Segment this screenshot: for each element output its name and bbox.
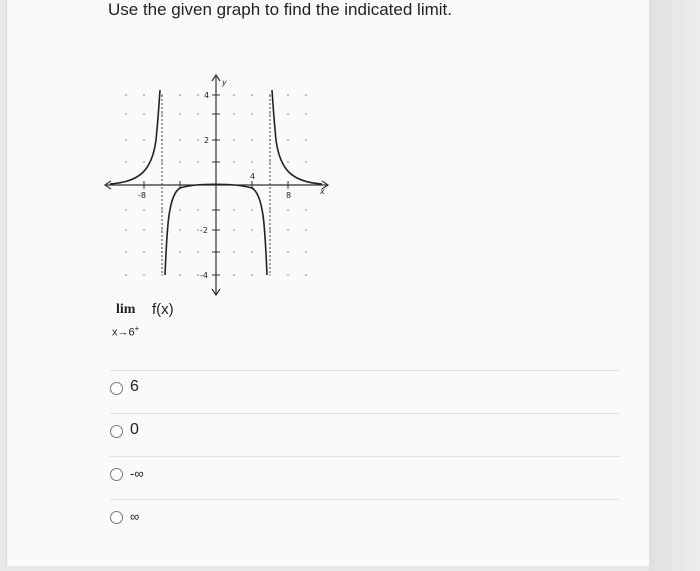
grid-dot bbox=[143, 274, 145, 276]
grid-dot bbox=[269, 209, 271, 211]
grid-dot bbox=[125, 161, 127, 163]
grid-dot bbox=[251, 139, 253, 141]
grid-dot bbox=[251, 113, 253, 115]
grid-dot bbox=[161, 229, 163, 231]
grid-dot bbox=[305, 113, 307, 115]
grid-dot bbox=[179, 94, 181, 96]
radio-button[interactable] bbox=[110, 511, 123, 524]
grid-dot bbox=[197, 251, 199, 253]
grid-dot bbox=[233, 161, 235, 163]
x-tick-label: 8 bbox=[286, 191, 292, 200]
option-0[interactable] bbox=[110, 413, 620, 456]
grid-dot bbox=[125, 94, 127, 96]
question-text: Use the given graph to find the indicated limit. bbox=[108, 0, 452, 19]
grid-dot bbox=[269, 229, 271, 231]
grid-dot bbox=[179, 229, 181, 231]
limit-approach: x→6+ bbox=[112, 324, 140, 339]
grid-dot bbox=[287, 209, 289, 211]
grid-dot bbox=[251, 161, 253, 163]
grid-dot bbox=[287, 94, 289, 96]
grid-dot bbox=[233, 274, 235, 276]
grid-dot bbox=[197, 209, 199, 211]
grid-dot bbox=[251, 251, 253, 253]
grid-dot bbox=[305, 209, 307, 211]
x-tick-label: -8 bbox=[138, 191, 146, 200]
grid-dot bbox=[179, 113, 181, 115]
grid-dot bbox=[125, 274, 127, 276]
option-infinity[interactable] bbox=[110, 499, 620, 542]
option-label: ∞ bbox=[130, 509, 140, 524]
grid-dot bbox=[269, 161, 271, 163]
grid-dot bbox=[143, 229, 145, 231]
answer-options bbox=[110, 370, 620, 542]
grid-dot bbox=[233, 113, 235, 115]
grid-dot bbox=[143, 113, 145, 115]
grid-dot bbox=[197, 94, 199, 96]
y-tick-label: 4 bbox=[204, 91, 210, 100]
grid-dot bbox=[161, 209, 163, 211]
y-tick-label: -4 bbox=[200, 271, 208, 280]
grid-dot bbox=[143, 251, 145, 253]
grid-dot bbox=[233, 229, 235, 231]
radio-button[interactable] bbox=[110, 425, 123, 438]
option-6[interactable] bbox=[110, 370, 620, 413]
grid-dot bbox=[305, 94, 307, 96]
grid-dot bbox=[179, 251, 181, 253]
option-negative-infinity[interactable] bbox=[110, 456, 620, 499]
grid-dot bbox=[179, 161, 181, 163]
limit-function: f(x) bbox=[152, 301, 174, 318]
grid-dot bbox=[251, 274, 253, 276]
grid-dot bbox=[233, 209, 235, 211]
page-edge bbox=[649, 0, 700, 571]
option-label: 0 bbox=[130, 421, 139, 438]
radio-button[interactable] bbox=[110, 468, 123, 481]
grid-dot bbox=[143, 94, 145, 96]
grid-dot bbox=[161, 161, 163, 163]
x-axis-label: x bbox=[320, 187, 325, 196]
grid-dot bbox=[125, 139, 127, 141]
grid-dot bbox=[197, 139, 199, 141]
grid-dot bbox=[251, 209, 253, 211]
grid-dot bbox=[125, 251, 127, 253]
grid-dot bbox=[305, 251, 307, 253]
grid-dot bbox=[179, 274, 181, 276]
grid-dot bbox=[143, 161, 145, 163]
grid-dot bbox=[305, 161, 307, 163]
limit-lim: lim bbox=[116, 302, 136, 317]
grid-dot bbox=[251, 229, 253, 231]
grid-dot bbox=[251, 94, 253, 96]
function-graph bbox=[100, 70, 340, 300]
grid-dot bbox=[287, 274, 289, 276]
y-axis-label: y bbox=[222, 78, 227, 87]
curve-right-branch bbox=[272, 90, 322, 184]
grid-dot bbox=[197, 161, 199, 163]
grid-dot bbox=[269, 113, 271, 115]
grid-dot bbox=[143, 139, 145, 141]
grid-dot bbox=[161, 113, 163, 115]
grid-dot bbox=[125, 229, 127, 231]
grid-dot bbox=[197, 229, 199, 231]
grid-dot bbox=[287, 113, 289, 115]
option-label: -∞ bbox=[130, 466, 144, 481]
grid-dot bbox=[233, 251, 235, 253]
grid-dot bbox=[287, 139, 289, 141]
grid-dot bbox=[125, 113, 127, 115]
grid-dot bbox=[287, 229, 289, 231]
grid-dot bbox=[197, 274, 199, 276]
grid-dot bbox=[287, 161, 289, 163]
grid-dot bbox=[179, 209, 181, 211]
grid-dot bbox=[305, 139, 307, 141]
y-tick-label: 2 bbox=[204, 136, 210, 145]
grid-dot bbox=[233, 139, 235, 141]
grid-dot bbox=[287, 251, 289, 253]
curve-left-branch bbox=[110, 90, 160, 184]
grid-dot bbox=[197, 113, 199, 115]
grid-dot bbox=[233, 94, 235, 96]
grid-dot bbox=[143, 209, 145, 211]
grid-dot bbox=[125, 209, 127, 211]
grid-dot bbox=[305, 274, 307, 276]
grid-dot bbox=[305, 229, 307, 231]
radio-button[interactable] bbox=[110, 382, 123, 395]
y-tick-label: -2 bbox=[200, 226, 208, 235]
option-label: 6 bbox=[130, 378, 139, 395]
grid-dot bbox=[179, 139, 181, 141]
x-tick-label: 4 bbox=[250, 172, 256, 181]
